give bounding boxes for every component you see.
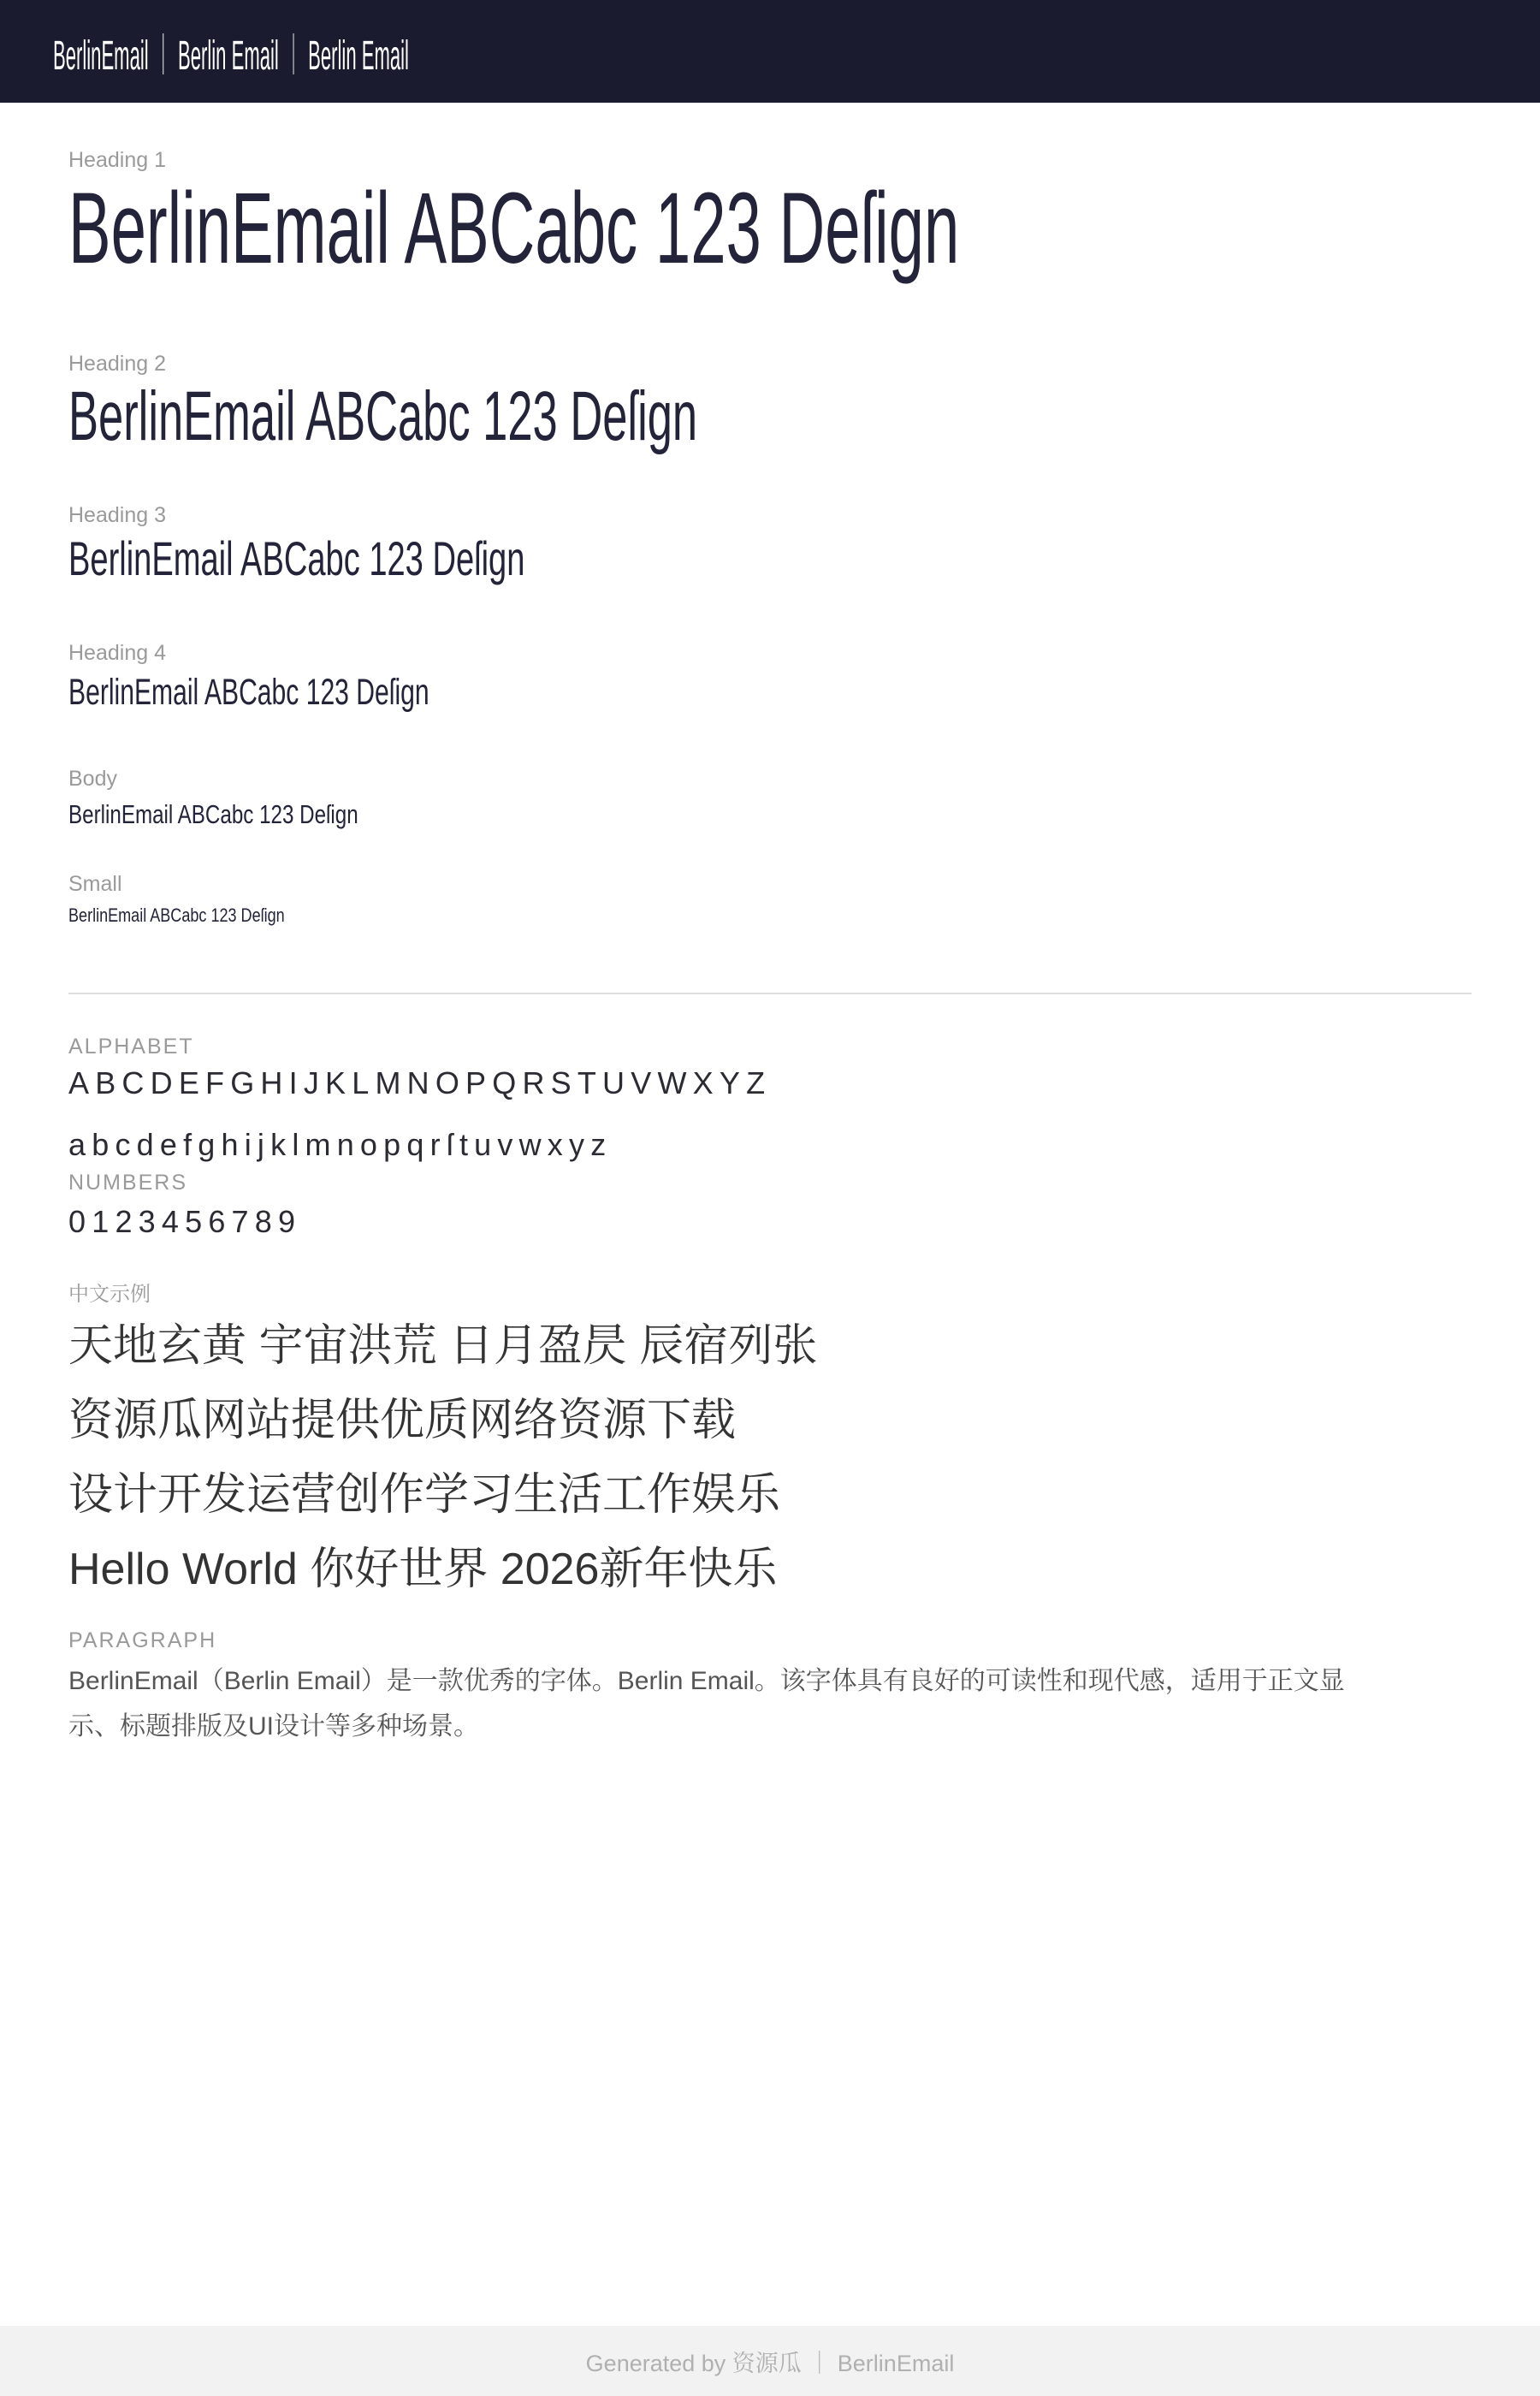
specimen-label: Heading 3 — [68, 503, 166, 527]
paragraph-label: PARAGRAPH — [68, 1628, 217, 1652]
specimen-section-heading-1 — [68, 148, 1472, 285]
specimen-label: Small — [68, 872, 122, 896]
specimen-text-heading-3: BerlinEmail ABCabc 123 Deſign — [68, 531, 525, 585]
chinese-sample-line: 设计开发运营创作学习生活工作娱乐 — [68, 1469, 781, 1520]
chinese-sample-lines — [68, 1309, 1472, 1607]
specimen-label: Heading 1 — [68, 148, 166, 172]
specimen-text-heading-2: BerlinEmail ABCabc 123 Deſign — [68, 377, 698, 455]
site-brand-title: BerlinEmail ｜ Berlin Email ｜ Berlin Email — [53, 33, 409, 79]
footer-credit-text: Generated by 资源瓜 ｜ BerlinEmail — [585, 2350, 955, 2376]
specimen-section-small — [68, 874, 1472, 925]
specimen-text-heading-4: BerlinEmail ABCabc 123 Deſign — [68, 672, 429, 713]
paragraph-text: BerlinEmail（Berlin Email）是一款优秀的字体。Berlin Email。该字体具有良好的可读性和现代感，适用于正文显示、标题排版及UI设计等多种场景。 — [68, 1666, 1345, 1741]
specimen-label: Heading 4 — [68, 641, 166, 665]
alphabet-label: ALPHABET — [68, 1035, 194, 1059]
specimen-section-heading-2 — [68, 352, 1472, 455]
footer-bar — [0, 2326, 1540, 2396]
specimen-text-heading-1: BerlinEmail ABCabc 123 Deſign — [68, 172, 960, 285]
uppercase-glyph-row: ABCDEFGHIJKLMNOPQRSTUVWXYZ — [68, 1065, 772, 1100]
specimen-label: Heading 2 — [68, 352, 166, 376]
specimen-text-small: BerlinEmail ABCabc 123 Deſign — [68, 904, 285, 926]
chinese-sample-line: 资源瓜网站提供优质网络资源下载 — [68, 1395, 737, 1445]
alphabet-section — [68, 1036, 1472, 1242]
numbers-label: NUMBERS — [68, 1170, 188, 1195]
specimen-text-body: BerlinEmail ABCabc 123 Deſign — [68, 799, 358, 829]
chinese-sample-label: 中文示例 — [68, 1283, 151, 1307]
specimen-label: Body — [68, 767, 117, 791]
digits-glyph-row: 0123456789 — [68, 1203, 302, 1239]
header-bar — [0, 0, 1540, 103]
font-preview-content — [0, 150, 1540, 1749]
paragraph-section — [68, 1630, 1472, 1749]
lowercase-glyph-row: abcdefghijklmnopqrſtuvwxyz — [68, 1126, 613, 1162]
chinese-sample-section — [68, 1281, 1472, 1606]
specimen-section-heading-3 — [68, 505, 1472, 583]
specimen-section-heading-4 — [68, 643, 1472, 711]
chinese-sample-line: Hello World 你好世界 2026新年快乐 — [68, 1544, 778, 1594]
chinese-sample-line: 天地玄黄 宇宙洪荒 日月盈昃 辰宿列张 — [68, 1320, 818, 1371]
section-divider — [68, 993, 1472, 994]
specimen-section-body — [68, 768, 1472, 827]
